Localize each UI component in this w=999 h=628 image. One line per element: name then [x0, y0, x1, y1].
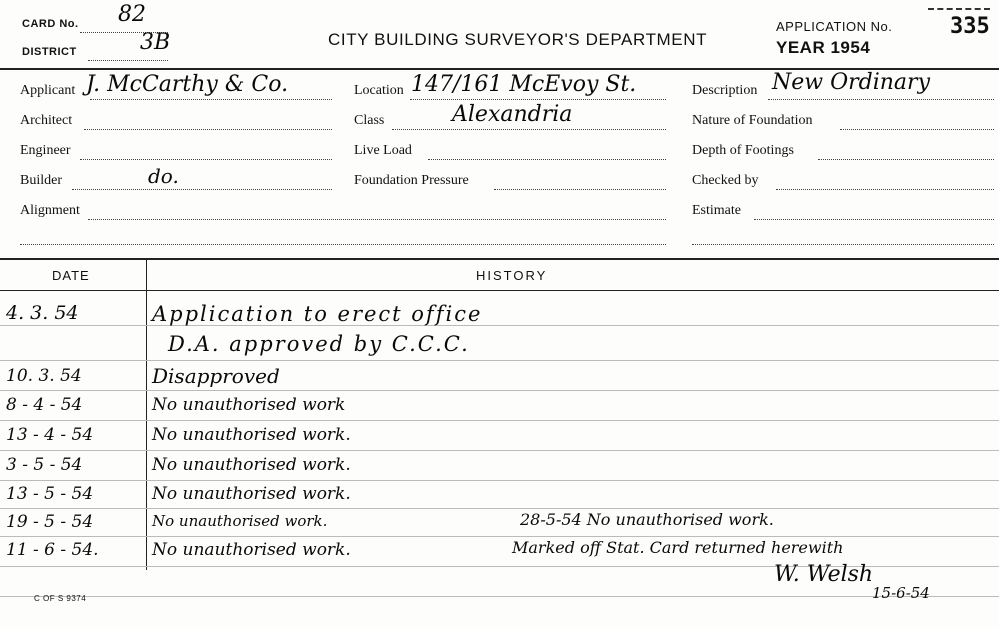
table-row-date: 13 - 5 - 54 [6, 484, 94, 504]
form-code: C OF S 9374 [34, 594, 87, 603]
checked-label: Checked by [692, 173, 759, 188]
class-value: Alexandria [452, 102, 573, 127]
row-line [0, 536, 999, 537]
builder-label: Builder [20, 173, 62, 188]
table-row-history-extra: Marked off Stat. Card returned herewith [512, 538, 844, 557]
row-line [0, 420, 999, 421]
engineer-label: Engineer [20, 143, 71, 158]
table-row-history: No unauthorised work. [152, 484, 351, 504]
table-row-history: No unauthorised work. [152, 455, 351, 475]
table-row-date: 3 - 5 - 54 [6, 455, 83, 475]
application-no-line [928, 8, 990, 10]
checked-line [776, 189, 994, 190]
row-line [0, 390, 999, 391]
district-label: DISTRICT [22, 46, 77, 58]
class-line [392, 129, 666, 130]
applicant-line [90, 99, 332, 100]
date-header: DATE [52, 268, 90, 283]
table-row-history: No unauthorised work [152, 395, 346, 415]
description-line [768, 99, 994, 100]
engineer-line [80, 159, 332, 160]
table-row-date: 11 - 6 - 54. [6, 540, 99, 560]
card-no-label: CARD No. [22, 18, 79, 30]
class-label: Class [354, 113, 385, 128]
nature-label: Nature of Foundation [692, 113, 813, 128]
year-label: YEAR 1954 [776, 38, 871, 57]
table-row-date: 4. 3. 54 [6, 302, 79, 324]
depth-line [818, 159, 994, 160]
row-line [0, 508, 999, 509]
location-line [410, 99, 666, 100]
table-row-history-extra: 28-5-54 No unauthorised work. [520, 510, 774, 529]
live-load-label: Live Load [354, 143, 412, 158]
alignment-line [88, 219, 666, 220]
estimate-line [754, 219, 994, 220]
table-header-rule [0, 290, 999, 291]
table-row-date: 8 - 4 - 54 [6, 395, 83, 415]
row-line [0, 325, 999, 326]
builder-value: do. [148, 164, 179, 188]
estimate-label: Estimate [692, 203, 741, 218]
row-line [0, 360, 999, 361]
row-line [0, 450, 999, 451]
district-line [88, 60, 168, 61]
application-no-value: 335 [950, 14, 990, 39]
architect-label: Architect [20, 113, 73, 128]
table-row-date: 13 - 4 - 54 [6, 425, 94, 445]
description-value: New Ordinary [772, 70, 930, 95]
history-header: HISTORY [476, 268, 548, 283]
card-no-value: 82 [118, 2, 146, 27]
signature-date: 15-6-54 [872, 584, 930, 602]
foundation-pressure-label: Foundation Pressure [354, 173, 469, 188]
nature-line [840, 129, 994, 130]
table-row-date: 10. 3. 54 [6, 366, 82, 386]
alignment-label: Alignment [20, 203, 80, 218]
signature: W. Welsh [774, 562, 874, 587]
estimate-line-2 [692, 244, 994, 245]
architect-line [84, 129, 332, 130]
date-column-divider [146, 258, 147, 570]
table-row-history: D.A. approved by C.C.C. [168, 332, 470, 356]
applicant-value: J. McCarthy & Co. [86, 72, 289, 97]
table-row-history: No unauthorised work. [152, 425, 351, 445]
live-load-line [428, 159, 666, 160]
applicant-label: Applicant [20, 83, 76, 98]
row-line [0, 596, 999, 597]
table-row-history: No unauthorised work. [152, 512, 328, 530]
location-label: Location [354, 83, 404, 98]
depth-label: Depth of Footings [692, 143, 794, 158]
table-top-rule [0, 258, 999, 260]
application-no-label: APPLICATION No. [776, 19, 893, 34]
location-value: 147/161 McEvoy St. [411, 72, 637, 97]
table-row-date: 19 - 5 - 54 [6, 512, 94, 532]
table-row-history: No unauthorised work. [152, 540, 351, 560]
description-label: Description [692, 83, 758, 98]
builder-line [72, 189, 332, 190]
row-line [0, 480, 999, 481]
department-title: CITY BUILDING SURVEYOR'S DEPARTMENT [328, 30, 708, 49]
table-row-history: Application to erect office [152, 302, 483, 326]
foundation-pressure-line [494, 189, 666, 190]
alignment-line-2 [20, 244, 666, 245]
table-row-history: Disapproved [152, 364, 280, 388]
district-value: 3B [140, 30, 171, 55]
